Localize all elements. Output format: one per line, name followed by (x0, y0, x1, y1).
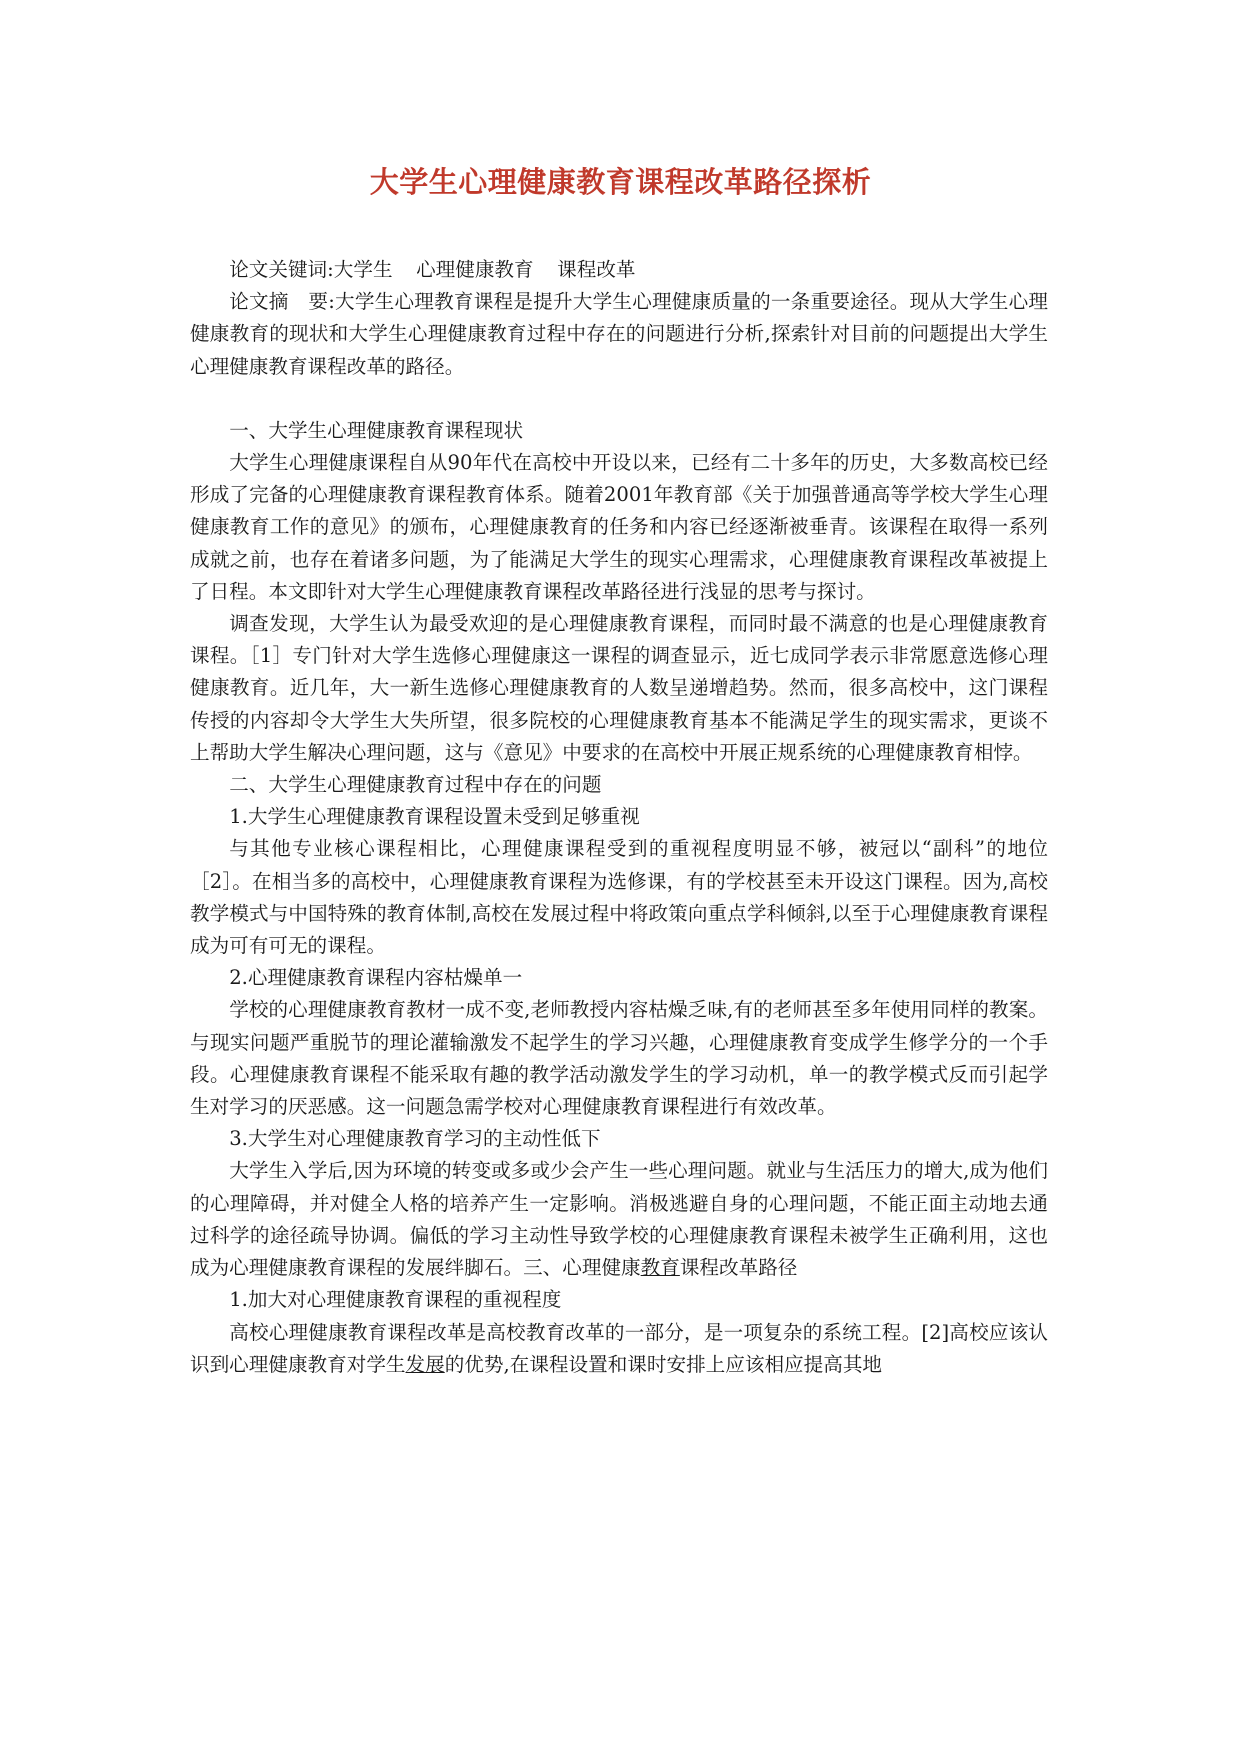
section-2-heading: 二、大学生心理健康教育过程中存在的问题 (229, 773, 602, 797)
keyword-1: 大学生 (333, 258, 393, 281)
development-link[interactable]: 发展 (405, 1352, 445, 1376)
section-2-sub-2-paragraph: 学校的心理健康教育教材一成不变,老师教授内容枯燥乏味,有的老师甚至多年使用同样的教案。与现实问题严重脱节的理论灌输激发不起学生的学习兴趣，心理健康教育变成学生修学分的一个手段。心理健康教育课程不能采取有趣的教学活动激发学生的学习动机，单一的教学模式反而引起学生对学习的厌恶感。这一问题急需学校对心理健康教育课程进行有效改革。 (190, 998, 1048, 1119)
keyword-2: 心理健康教育 (416, 258, 534, 281)
section-1-paragraph-1: 大学生心理健康课程自从90年代在高校中开设以来，已经有二十多年的历史，大多数高校已经形成了完备的心理健康教育课程教育体系。随着2001年教育部《关于加强普通高等学校大学生心理健康教育工作的意见》的颁布，心理健康教育的任务和内容已经逐渐被垂青。该课程在取得一系列成就之前，也存在着诸多问题，为了能满足大学生的现实心理需求，心理健康教育课程改革被提上了日程。本文即针对大学生心理健康教育课程改革路径进行浅显的思考与探讨。 (190, 451, 1048, 603)
section-3-text-a: 高校心理健康教育课程改革是高校教育改革的一部分，是一项复杂的系统工程。[2]高校应该认识到心理健康教育对学生 (190, 1320, 1048, 1376)
section-2-sub-1-heading: 1.大学生心理健康教育课程设置未受到足够重视 (229, 805, 640, 829)
section-3-sub-1-paragraph (190, 1317, 1048, 1381)
blank-line (190, 383, 1048, 415)
section-2-sub-3-heading: 3.大学生对心理健康教育学习的主动性低下 (229, 1127, 601, 1151)
sub-3-text-a: 大学生入学后,因为环境的转变或多或少会产生一些心理问题。就业与生活压力的增大,成为他们的心理障碍，并对健全人格的培养产生一定影响。消极逃避自身的心理问题，不能正面主动地去通过科学的途径疏导协调。偏低的学习主动性导致学校的心理健康教育课程未被学生正确利用，这也成为心理健康教育课程的发展绊脚石。三、心理健康 (190, 1159, 1048, 1280)
abstract-text: 大学生心理教育课程是提升大学生心理健康质量的一条重要途径。现从大学生心理健康教育的现状和大学生心理健康教育过程中存在的问题进行分析,探索针对目前的问题提出大学生心理健康教育课程改革的路径。 (190, 290, 1048, 378)
section-1-heading: 一、大学生心理健康教育课程现状 (229, 418, 524, 442)
section-1-paragraph-2: 调查发现，大学生认为最受欢迎的是心理健康教育课程，而同时最不满意的也是心理健康教育课程。［1］专门针对大学生选修心理健康这一课程的调查显示，近七成同学表示非常愿意选修心理健康教育。近几年，大一新生选修心理健康教育的人数呈递增趋势。然而，很多高校中，这门课程传授的内容却令大学生大失所望，很多院校的心理健康教育基本不能满足学生的现实需求，更谈不上帮助大学生解决心理问题，这与《意见》中要求的在高校中开展正规系统的心理健康教育相悖。 (190, 612, 1048, 764)
paper-title: 大学生心理健康教育课程改革路径探析 (369, 165, 872, 199)
abstract-paragraph (190, 286, 1048, 383)
paper-body (190, 254, 1048, 1381)
section-2-sub-3-paragraph (190, 1155, 1048, 1284)
section-3-sub-1-heading: 1.加大对心理健康教育课程的重视程度 (229, 1288, 562, 1312)
section-2-sub-1-paragraph: 与其他专业核心课程相比，心理健康课程受到的重视程度明显不够，被冠以“副科”的地位［2］。在相当多的高校中，心理健康教育课程为选修课，有的学校甚至未开设这门课程。因为,高校教学模式与中国特殊的教育体制,高校在发展过程中将政策向重点学科倾斜,以至于心理健康教育课程成为可有可无的课程。 (190, 837, 1048, 958)
section-2-sub-2-heading: 2.心理健康教育课程内容枯燥单一 (229, 966, 523, 990)
keywords-label: 论文关键词: (229, 258, 334, 281)
sub-3-text-b: 课程改革路径 (679, 1256, 798, 1280)
abstract-label: 论文摘 要: (229, 290, 335, 314)
keyword-3: 课程改革 (557, 258, 636, 281)
section-3-text-b: 的优势,在课程设置和课时安排上应该相应提高其地 (444, 1352, 883, 1376)
education-link[interactable]: 教育 (640, 1256, 680, 1280)
keywords-line (190, 254, 1048, 286)
